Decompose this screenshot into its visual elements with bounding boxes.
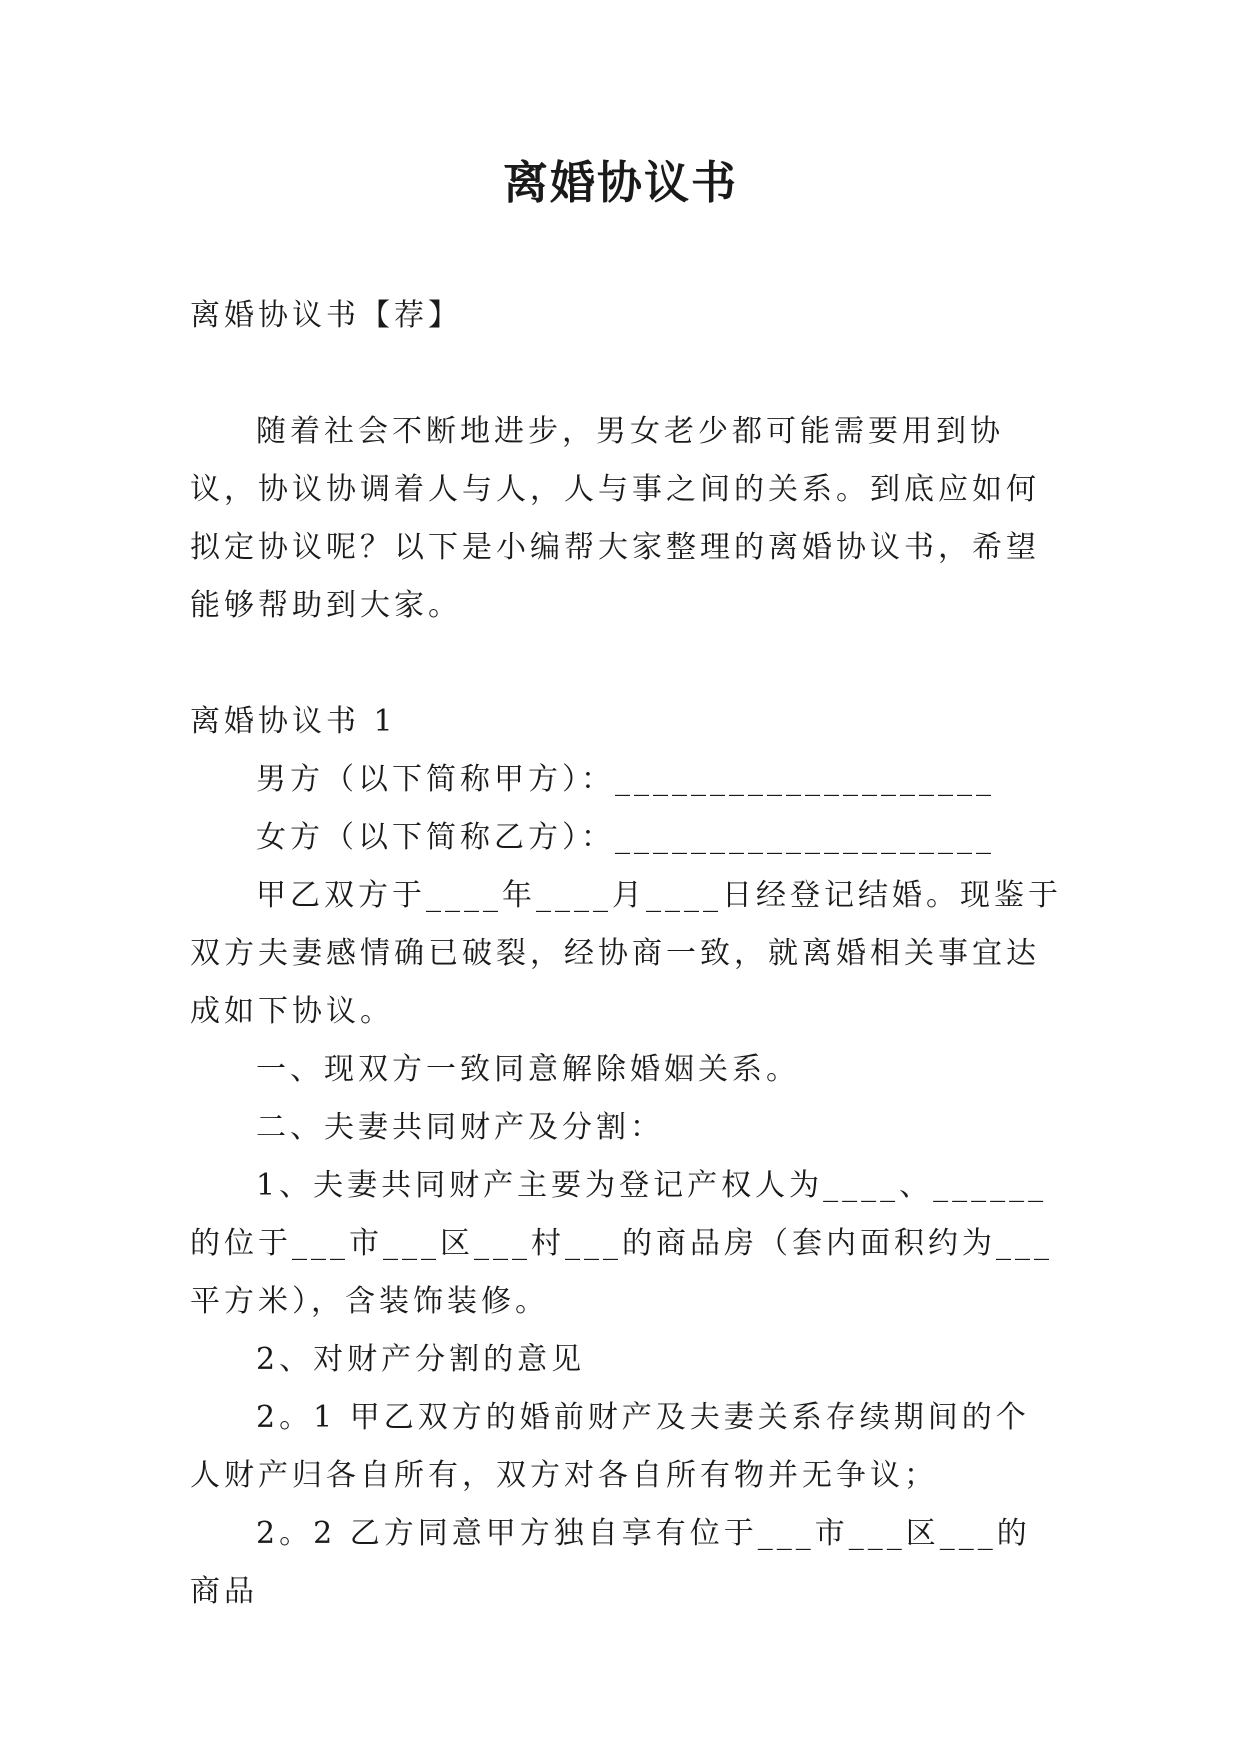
paragraph-marriage-registration: 甲乙双方于____年____月____日经登记结婚。现鉴于双方夫妻感情确已破裂，经协商一致，就离婚相关事宜达成如下协议。 (190, 878, 1062, 1029)
document-subtitle: 离婚协议书【荐】 (190, 298, 462, 333)
paragraph-wife: 女方（以下简称乙方）：____________________ (256, 820, 995, 855)
intro-paragraph: 随着社会不断地进步，男女老少都可能需要用到协议，协议协调着人与人，人与事之间的关系。到底应如何拟定协议呢？以下是小编帮大家整理的离婚协议书，希望能够帮助到大家。 (190, 414, 1040, 623)
section-heading: 离婚协议书 1 (190, 704, 397, 739)
paragraph-clause-1: 一、现双方一致同意解除婚姻关系。 (256, 1052, 800, 1087)
paragraph-property-1: 1、夫妻共同财产主要为登记产权人为____、______的位于___市___区___村___的商品房（套内面积约为___平方米），含装饰装修。 (190, 1168, 1053, 1319)
paragraph-clause-2: 二、夫妻共同财产及分割： (256, 1110, 664, 1145)
document-title: 离婚协议书 (502, 156, 738, 209)
paragraph-property-2-2: 2。2 乙方同意甲方独自享有位于___市___区___的商品 (190, 1516, 1031, 1609)
paragraph-husband: 男方（以下简称甲方）：____________________ (256, 762, 995, 797)
document-body (190, 287, 1062, 1621)
paragraph-property-2-1: 2。1 甲乙双方的婚前财产及夫妻关系存续期间的个人财产归各自所有，双方对各自所有物并无争议； (190, 1400, 1030, 1493)
paragraph-property-2: 2、对财产分割的意见 (256, 1342, 586, 1377)
